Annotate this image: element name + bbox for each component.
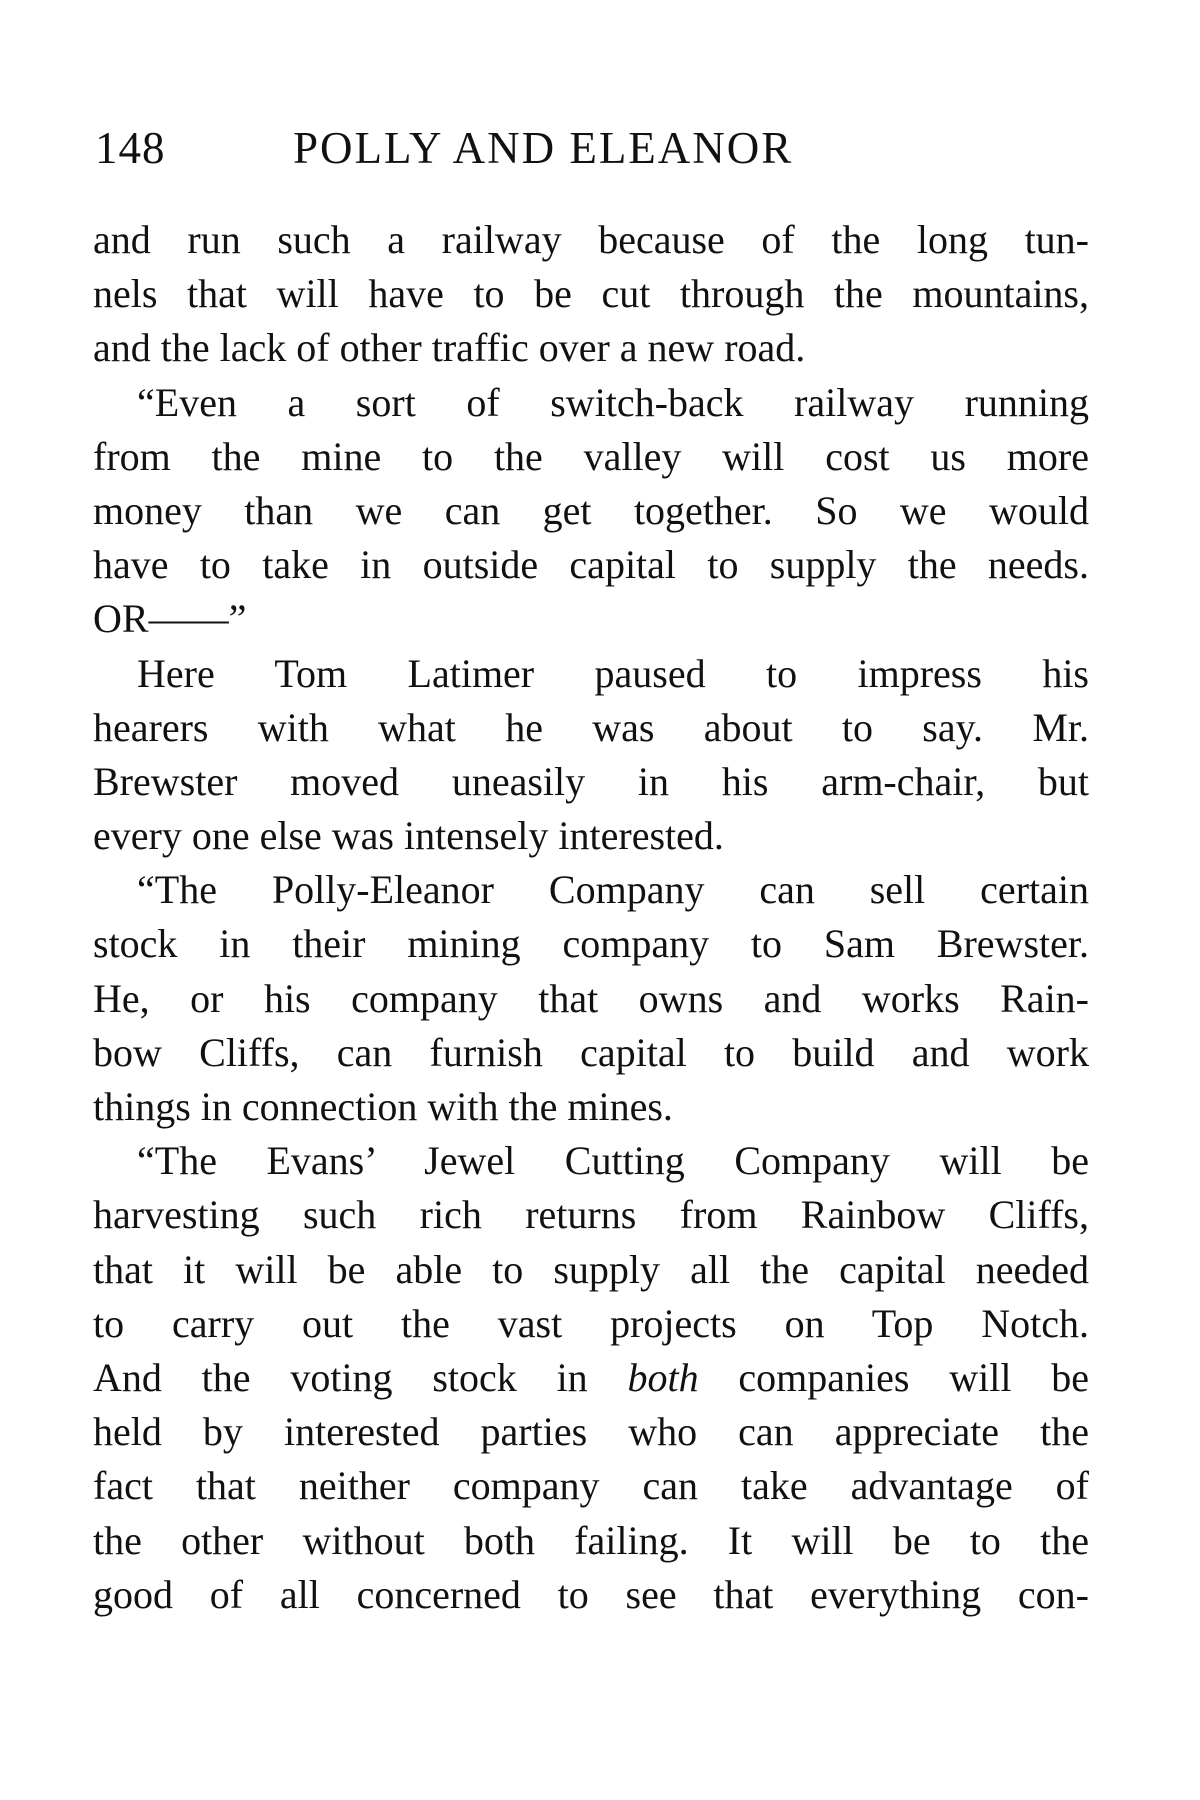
text-line: to carry out the vast projects on Top Notch. xyxy=(93,1300,1089,1346)
text-line: hearers with what he was about to say. Mr. xyxy=(93,704,1089,750)
text-line: have to take in outside capital to supply the needs. xyxy=(93,542,1089,588)
text-line: stock in their mining company to Sam Brewster. xyxy=(93,921,1089,967)
text-line: held by interested parties who can appreciate the xyxy=(93,1409,1089,1455)
text-line: “Even a sort of switch-back railway running xyxy=(137,379,1089,425)
text-line: the other without both failing. It will be to the xyxy=(93,1517,1089,1563)
text-line: from the mine to the valley will cost us more xyxy=(93,433,1089,479)
text-line: money than we can get together. So we would xyxy=(93,487,1089,533)
text-line: that it will be able to supply all the capital needed xyxy=(93,1246,1089,1292)
text-line: fact that neither company can take advantage of xyxy=(93,1463,1089,1509)
text-line: every one else was intensely interested. xyxy=(93,813,724,859)
emphasis: both xyxy=(627,1354,699,1400)
text-line: He, or his company that owns and works Rain- xyxy=(93,975,1089,1021)
page-number: 148 xyxy=(95,123,166,173)
text-line: Here Tom Latimer paused to impress his xyxy=(137,650,1089,696)
text-line: And the voting stock in both companies will be xyxy=(93,1354,1089,1400)
text-line: “The Polly-Eleanor Company can sell certain xyxy=(137,867,1089,913)
page-header xyxy=(95,118,1095,178)
text-line: OR——” xyxy=(93,596,247,642)
text-line: good of all concerned to see that everything con- xyxy=(93,1571,1089,1617)
text-line: nels that will have to be cut through the mountains, xyxy=(93,271,1089,317)
text-line: and run such a railway because of the long tun- xyxy=(93,217,1089,262)
body-text xyxy=(93,213,1089,1622)
text-line: and the lack of other traffic over a new road. xyxy=(93,325,806,371)
text-line: things in connection with the mines. xyxy=(93,1084,673,1129)
text-line: harvesting such rich returns from Rainbow Cliffs, xyxy=(93,1192,1089,1238)
text-line: “The Evans’ Jewel Cutting Company will be xyxy=(137,1138,1089,1184)
text-line: Brewster moved uneasily in his arm-chair, but xyxy=(93,758,1089,804)
text-line: bow Cliffs, can furnish capital to build and work xyxy=(93,1029,1089,1075)
running-title: POLLY AND ELEANOR xyxy=(293,123,794,173)
